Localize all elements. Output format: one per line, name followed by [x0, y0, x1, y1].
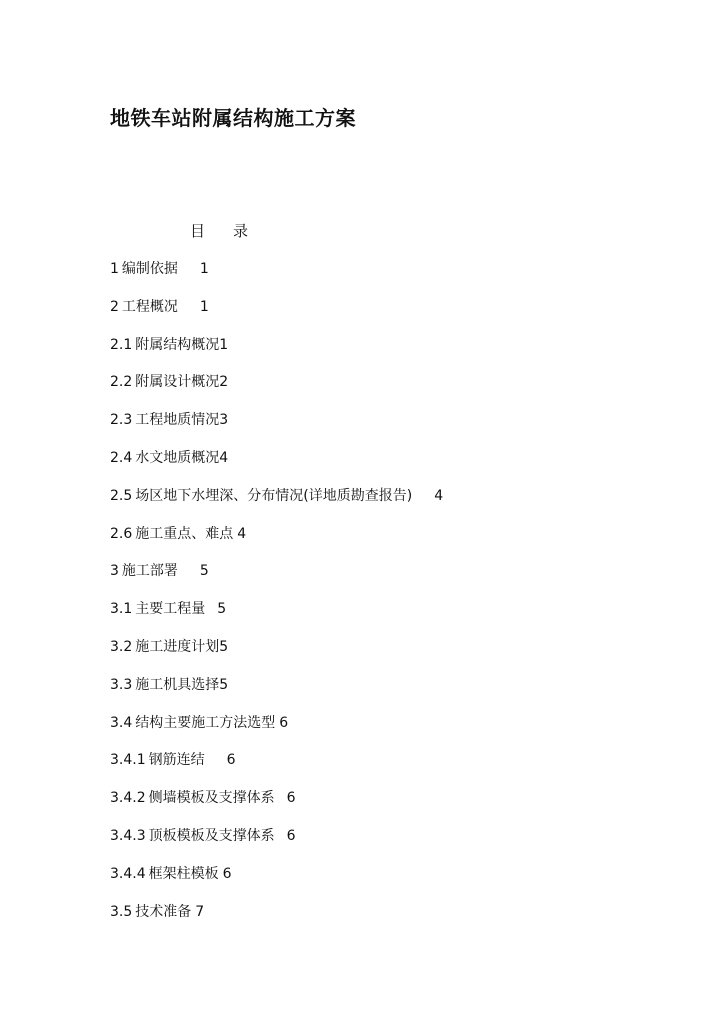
toc-page-number: 6 — [286, 827, 296, 844]
toc-page-number: 1 — [199, 298, 209, 315]
toc-item[interactable]: 3.4.4 框架柱模板 6 — [110, 865, 232, 882]
toc-page-number: 6 — [226, 752, 236, 769]
toc-item[interactable]: 3 施工部署 5 — [110, 563, 209, 580]
toc-page-number: 3 — [219, 412, 229, 429]
toc-page-number: 6 — [222, 865, 232, 882]
toc-item[interactable]: 2.6 施工重点、难点 4 — [110, 525, 247, 542]
toc-item[interactable]: 3.4.1 钢筋连结 6 — [110, 752, 236, 769]
toc-page-number: 4 — [237, 525, 247, 542]
toc-item[interactable]: 3.3 施工机具选择5 — [110, 676, 229, 693]
toc-item[interactable]: 1 编制依据 1 — [110, 261, 209, 277]
toc-item[interactable]: 2 工程概况 1 — [110, 298, 209, 315]
toc-page-number: 6 — [279, 714, 289, 731]
toc-item[interactable]: 3.4 结构主要施工方法选型 6 — [110, 714, 289, 731]
toc-page-number: 6 — [286, 790, 296, 807]
table-of-contents — [110, 258, 443, 938]
toc-page-number: 2 — [219, 374, 229, 391]
toc-page-number: 5 — [217, 601, 227, 618]
toc-page-number: 5 — [219, 638, 229, 655]
toc-heading-right: 录 — [233, 222, 249, 240]
toc-page-number: 4 — [219, 449, 229, 466]
toc-page-number: 1 — [219, 336, 229, 353]
toc-item[interactable]: 3.4.3 顶板模板及支撑体系 6 — [110, 827, 296, 844]
toc-heading — [190, 220, 248, 242]
toc-page-number: 4 — [434, 487, 444, 504]
toc-page-number: 1 — [199, 261, 209, 277]
toc-page-number: 5 — [219, 676, 229, 693]
toc-page-number: 5 — [199, 563, 209, 580]
toc-item[interactable]: 2.4 水文地质概况4 — [110, 449, 229, 466]
document-title: 地铁车站附属结构施工方案 — [110, 106, 356, 130]
toc-item[interactable]: 2.5 场区地下水埋深、分布情况(详地质勘查报告) 4 — [110, 487, 444, 504]
toc-item[interactable]: 2.1 附属结构概况1 — [110, 336, 229, 353]
toc-page-number: 7 — [195, 903, 205, 920]
toc-item[interactable]: 2.3 工程地质情况3 — [110, 412, 229, 429]
toc-item[interactable]: 3.1 主要工程量 5 — [110, 601, 227, 618]
toc-heading-left: 目 — [190, 222, 206, 240]
toc-item[interactable]: 2.2 附属设计概况2 — [110, 374, 229, 391]
toc-item[interactable]: 3.4.2 侧墙模板及支撑体系 6 — [110, 790, 296, 807]
toc-item[interactable]: 3.5 技术准备 7 — [110, 903, 205, 920]
toc-item[interactable]: 3.2 施工进度计划5 — [110, 638, 229, 655]
